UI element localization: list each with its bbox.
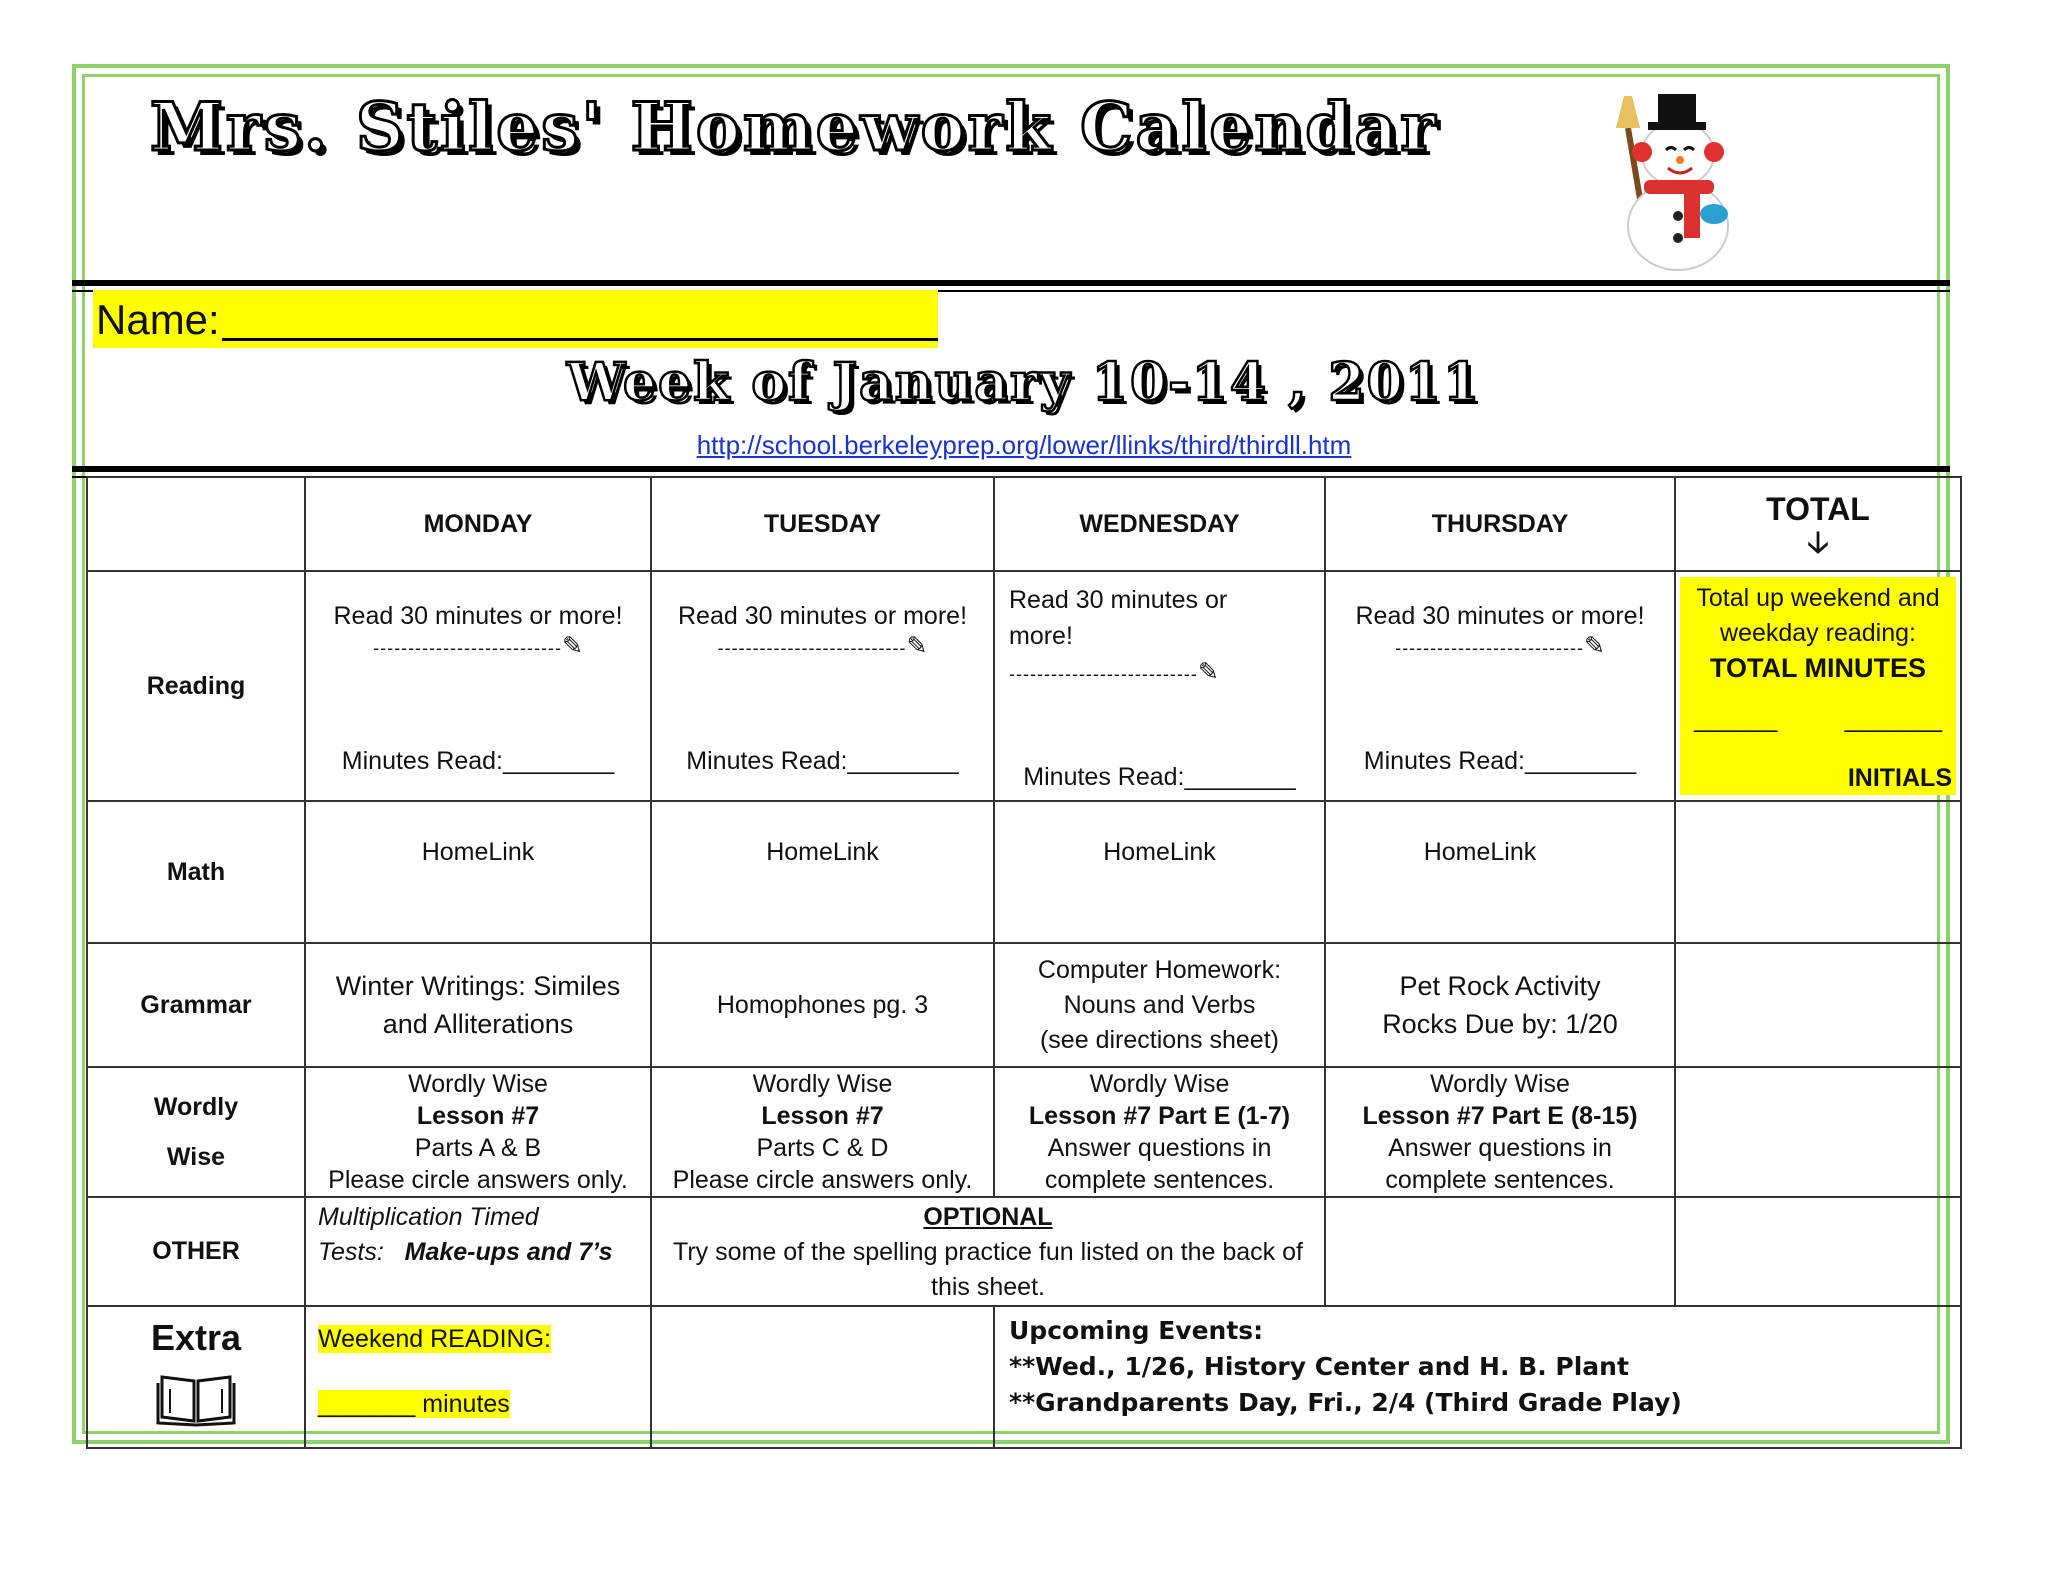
reading-instruction: Read 30 minutes or more! (333, 602, 623, 630)
ww-line: Answer questions in (1047, 1134, 1272, 1162)
total-minutes-label: TOTAL MINUTES (1710, 653, 1926, 683)
minutes-read-field[interactable]: Minutes Read:________ (341, 747, 615, 775)
math-total (1675, 801, 1961, 943)
ww-line: Please circle answers only. (672, 1166, 973, 1194)
initials-field[interactable]: _______ (1844, 705, 1942, 733)
divider-top (72, 280, 1950, 286)
upcoming-event: **Grandparents Day, Fri., 2/4 (Third Grade Play) (1009, 1388, 1682, 1417)
math-tuesday (651, 801, 994, 943)
grammar-monday (305, 943, 651, 1067)
extra-tuesday (651, 1306, 994, 1448)
total-box (1680, 577, 1956, 795)
grammar-task: (see directions sheet) (1039, 1025, 1279, 1054)
reading-thursday (1325, 571, 1675, 801)
math-monday (305, 801, 651, 943)
ww-line: Wordly Wise (752, 1070, 893, 1098)
minutes-read-field[interactable]: Minutes Read:________ (686, 747, 959, 775)
ww-line: Wordly Wise (408, 1070, 548, 1098)
math-task: HomeLink (1423, 838, 1537, 866)
minutes-read-field[interactable]: Minutes Read:________ (1023, 763, 1296, 791)
grammar-task: Pet Rock Activity (1399, 971, 1601, 1001)
class-link[interactable]: http://school.berkeleyprep.org/lower/llinks/third/thirdll.htm (696, 430, 1352, 460)
wordly-total (1675, 1067, 1961, 1197)
grammar-task: Nouns and Verbs (1063, 990, 1256, 1019)
extra-monday (305, 1306, 651, 1448)
grammar-total (1675, 943, 1961, 1067)
header-wednesday: WEDNESDAY (994, 477, 1325, 571)
math-task: HomeLink (1103, 838, 1216, 866)
dash-line: --------------------------- (1395, 638, 1584, 658)
ww-lesson: Lesson #7 (416, 1102, 540, 1130)
ww-lesson: Lesson #7 (761, 1102, 884, 1130)
book-icon (156, 1367, 236, 1427)
header-tuesday: TUESDAY (651, 477, 994, 571)
upcoming-event: **Wed., 1/26, History Center and H. B. Plant (1009, 1352, 1629, 1381)
name-field[interactable] (222, 338, 938, 341)
ww-line: Parts C & D (756, 1134, 889, 1162)
initials-label: INITIALS (1847, 764, 1952, 792)
pencil-icon: ✎ (561, 632, 583, 660)
page-title: Mrs. Stiles' Homework Calendar (150, 88, 1439, 166)
optional-heading: OPTIONAL (923, 1203, 1053, 1231)
row-label-other: OTHER (87, 1197, 305, 1306)
homework-table (86, 476, 1962, 1449)
grammar-task: Rocks Due by: 1/20 (1382, 1009, 1618, 1039)
wordly-thursday (1325, 1067, 1675, 1197)
other-task: Multiplication Timed (318, 1203, 539, 1231)
math-wednesday (994, 801, 1325, 943)
weekend-reading-label: Weekend READING: (318, 1325, 551, 1353)
corner-cell (87, 477, 305, 571)
header-total (1675, 477, 1961, 571)
other-task: Tests: (318, 1238, 384, 1266)
week-heading: Week of January 10-14 , 2011 (566, 352, 1482, 413)
reading-tuesday (651, 571, 994, 801)
math-thursday (1325, 801, 1675, 943)
ww-line: Please circle answers only. (328, 1166, 628, 1194)
other-thursday (1325, 1197, 1675, 1306)
wordly-monday (305, 1067, 651, 1197)
wordly-tuesday (651, 1067, 994, 1197)
grammar-tuesday: Homophones pg. 3 (651, 943, 994, 1067)
minutes-read-field[interactable]: Minutes Read:________ (1363, 747, 1637, 775)
divider-bottom (72, 466, 1950, 472)
upcoming-title: Upcoming Events: (1009, 1316, 1264, 1345)
header-thursday: THURSDAY (1325, 477, 1675, 571)
row-label-extra (87, 1306, 305, 1448)
math-task: HomeLink (766, 838, 879, 866)
grammar-task: Computer Homework: (1037, 955, 1282, 984)
other-total (1675, 1197, 1961, 1306)
grammar-task: and Alliterations (382, 1009, 574, 1039)
other-monday (305, 1197, 651, 1306)
dash-line: --------------------------- (717, 638, 907, 658)
header-monday: MONDAY (305, 477, 651, 571)
reading-total (1675, 571, 1961, 801)
row-label-reading: Reading (87, 571, 305, 801)
wordly-wednesday (994, 1067, 1325, 1197)
total-label: TOTAL (1766, 490, 1870, 527)
weekend-minutes-field[interactable]: _______ (318, 1390, 416, 1418)
other-task-bold: Make-ups and 7’s (404, 1238, 613, 1266)
grammar-wednesday (994, 943, 1325, 1067)
ww-line: Wordly Wise (1089, 1070, 1230, 1098)
other-optional (651, 1197, 1325, 1306)
row-label-wordly-wise (87, 1067, 305, 1197)
extra-label: Extra (150, 1317, 242, 1358)
wordly-label-2: Wise (166, 1143, 226, 1171)
ww-line: complete sentences. (1044, 1166, 1275, 1194)
grammar-task: Winter Writings: Similes (335, 971, 621, 1001)
reading-instruction: Read 30 minutes or more! (1355, 602, 1645, 630)
row-label-grammar: Grammar (87, 943, 305, 1067)
pencil-icon: ✎ (1197, 658, 1219, 686)
reading-instruction: Read 30 minutes or more! (677, 602, 968, 630)
ww-line: Wordly Wise (1430, 1070, 1570, 1098)
reading-monday (305, 571, 651, 801)
reading-instruction: Read 30 minutes or more! (1009, 586, 1228, 650)
ww-lesson: Lesson #7 Part E (1-7) (1028, 1102, 1291, 1130)
optional-text: Try some of the spelling practice fun listed on the back of this sheet. (673, 1238, 1303, 1301)
row-label-math: Math (87, 801, 305, 943)
pencil-icon: ✎ (1583, 632, 1605, 660)
name-label: Name: (96, 296, 220, 343)
reading-wednesday (994, 571, 1325, 801)
down-arrow-icon: 🡣 (1807, 525, 1829, 559)
ww-line: complete sentences. (1385, 1166, 1615, 1194)
minutes-label: minutes (415, 1390, 510, 1418)
snowman-icon (1580, 88, 1770, 278)
ww-line: Parts A & B (414, 1134, 542, 1162)
grammar-thursday (1325, 943, 1675, 1067)
dash-line: --------------------------- (1009, 664, 1198, 684)
dash-line: --------------------------- (373, 638, 562, 658)
ww-lesson: Lesson #7 Part E (8-15) (1362, 1102, 1638, 1130)
upcoming-events (994, 1306, 1961, 1448)
math-task: HomeLink (421, 838, 535, 866)
wordly-label-1: Wordly (153, 1093, 239, 1121)
ww-line: Answer questions in (1388, 1134, 1612, 1162)
pencil-icon: ✎ (906, 632, 928, 660)
total-instruction: Total up weekend and weekday reading: (1696, 584, 1940, 647)
total-minutes-field[interactable]: ______ (1694, 705, 1778, 733)
